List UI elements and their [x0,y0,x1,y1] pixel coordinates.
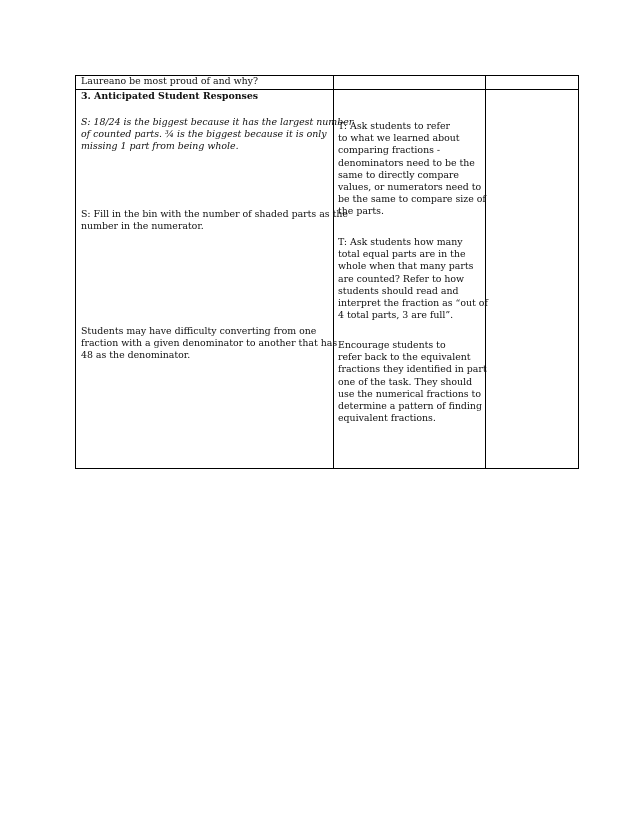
text-line: whole when that many parts [338,261,474,273]
text-line: values, or numerators need to [338,181,482,193]
lesson-table [75,75,579,469]
section-heading: 3. Anticipated Student Responses [81,91,259,102]
text-line: total equal parts are in the [338,249,466,261]
text-line: one of the task. They should [338,376,473,388]
student-response-3 [81,326,337,363]
text-line: use the numerical fractions to [338,388,481,400]
text-line: 48 as the denominator. [81,350,191,362]
teacher-response-1 [338,121,486,219]
text-line: T: Ask students to refer [338,121,450,132]
text-line: denominators need to be the [338,157,475,169]
text-line: the parts. [338,206,384,218]
text-line: refer back to the equivalent [338,352,471,364]
row-divider [76,89,578,90]
text-line: T: Ask students how many [338,237,463,248]
teacher-response-3 [338,340,487,425]
student-response-2 [81,209,348,233]
teacher-response-2 [338,237,488,322]
text-line: S: 18/24 is the biggest because it has the largest number [81,117,354,128]
text-line: number in the numerator. [81,221,204,233]
text-line: students should read and [338,285,459,297]
text-line: fractions they identified in part [338,364,487,376]
text-line: determine a pattern of finding [338,400,482,412]
text-line: same to directly compare [338,169,459,181]
text-line: Students may have difficulty converting from one [81,326,317,337]
text-line: fraction with a given denominator to another that has [81,338,338,350]
text-line: of counted parts. ¾ is the biggest because it is only [81,129,327,141]
text-line: Encourage students to [338,340,446,351]
text-line: be the same to compare size of [338,194,486,206]
text-line: equivalent fractions. [338,413,436,425]
text-line: to what we learned about [338,133,460,145]
top-row-text: Laureano be most proud of and why? [81,76,258,87]
text-line: are counted? Refer to how [338,273,465,285]
text-line: 4 total parts, 3 are full”. [338,310,454,322]
student-response-1 [81,117,353,154]
text-line: interpret the fraction as “out of [338,297,488,309]
text-line: S: Fill in the bin with the number of shaded parts as the [81,209,348,220]
text-line: comparing fractions - [338,145,441,157]
text-line: missing 1 part from being whole. [81,141,239,153]
